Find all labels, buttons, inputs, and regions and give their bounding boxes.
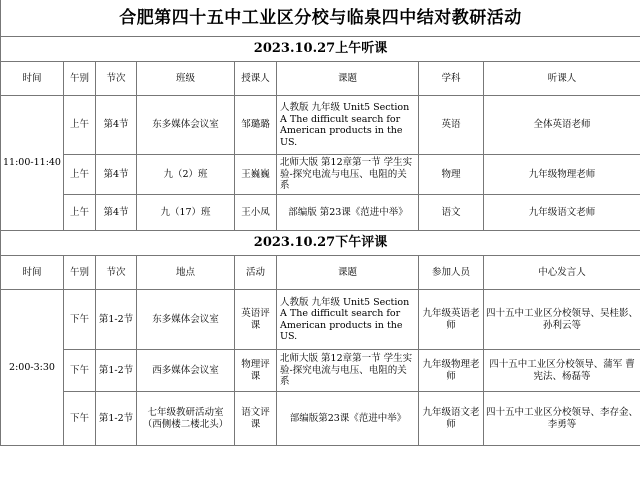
table-row (1, 195, 640, 231)
afternoon-header-row (1, 256, 640, 290)
header-subject: 学科 (419, 62, 484, 96)
participants-cell: 九年级物理老师 (419, 350, 484, 392)
afternoon-time-cell: 2:00-3:30 (1, 290, 64, 446)
speakers-cell: 四十五中工业区分校领导、蒲军 曹宪法、杨磊等 (484, 350, 640, 392)
location-cell: 七年级教研活动室（西侧楼二楼北头） (137, 392, 235, 446)
period-cell: 下午 (64, 392, 96, 446)
period-cell: 上午 (64, 195, 96, 231)
period-cell: 上午 (64, 96, 96, 155)
activity-cell: 物理评课 (235, 350, 277, 392)
topic-cell: 人教版 九年级 Unit5 Section A The difficult search for American products in the US. (277, 96, 419, 155)
header-topic: 课题 (277, 256, 419, 290)
speakers-cell: 四十五中工业区分校领导、李存金、李勇等 (484, 392, 640, 446)
subject-cell: 物理 (419, 155, 484, 195)
lesson-cell: 第4节 (96, 155, 137, 195)
table-row (1, 155, 640, 195)
header-location: 地点 (137, 256, 235, 290)
header-period: 午别 (64, 256, 96, 290)
activity-cell: 语文评课 (235, 392, 277, 446)
class-cell: 九（2）班 (137, 155, 235, 195)
activity-cell: 英语评课 (235, 290, 277, 350)
lesson-cell: 第1-2节 (96, 290, 137, 350)
topic-cell: 北师大版 第12章第一节 学生实验-探究电流与电压、电阻的关系 (277, 350, 419, 392)
header-teacher: 授课人 (235, 62, 277, 96)
header-class: 班级 (137, 62, 235, 96)
participants-cell: 九年级英语老师 (419, 290, 484, 350)
header-time: 时间 (1, 62, 64, 96)
audience-cell: 九年级物理老师 (484, 155, 640, 195)
speakers-cell: 四十五中工业区分校领导、吴桂影、孙利云等 (484, 290, 640, 350)
teacher-cell: 邹璐璐 (235, 96, 277, 155)
audience-cell: 全体英语老师 (484, 96, 640, 155)
topic-cell: 部编版第23课《范进中举》 (277, 392, 419, 446)
header-lesson: 节次 (96, 62, 137, 96)
participants-cell: 九年级语文老师 (419, 392, 484, 446)
header-lesson: 节次 (96, 256, 137, 290)
header-speakers: 中心发言人 (484, 256, 640, 290)
period-cell: 上午 (64, 155, 96, 195)
class-cell: 东多媒体会议室 (137, 96, 235, 155)
header-audience: 听课人 (484, 62, 640, 96)
period-cell: 下午 (64, 350, 96, 392)
morning-header-row (1, 62, 640, 96)
lesson-cell: 第4节 (96, 96, 137, 155)
header-topic: 课题 (277, 62, 419, 96)
lesson-cell: 第4节 (96, 195, 137, 231)
header-time: 时间 (1, 256, 64, 290)
page-title: 合肥第四十五中工业区分校与临泉四中结对教研活动 (1, 0, 640, 37)
topic-cell: 部编版 第23课《范进中举》 (277, 195, 419, 231)
location-cell: 西多媒体会议室 (137, 350, 235, 392)
table-row (1, 96, 640, 155)
header-activity: 活动 (235, 256, 277, 290)
subject-cell: 语文 (419, 195, 484, 231)
table-row (1, 290, 640, 350)
morning-section-heading: 2023.10.27上午听课 (1, 37, 640, 62)
topic-cell: 人教版 九年级 Unit5 Section A The difficult search for American products in the US. (277, 290, 419, 350)
location-cell: 东多媒体会议室 (137, 290, 235, 350)
morning-time-cell: 11:00-11:40 (1, 96, 64, 231)
table-row (1, 350, 640, 392)
class-cell: 九（17）班 (137, 195, 235, 231)
header-participants: 参加人员 (419, 256, 484, 290)
subject-cell: 英语 (419, 96, 484, 155)
teacher-cell: 王小凤 (235, 195, 277, 231)
teacher-cell: 王巍巍 (235, 155, 277, 195)
lesson-cell: 第1-2节 (96, 392, 137, 446)
table-row (1, 392, 640, 446)
afternoon-section-heading: 2023.10.27下午评课 (1, 231, 640, 256)
topic-cell: 北师大版 第12章第一节 学生实验-探究电流与电压、电阻的关系 (277, 155, 419, 195)
period-cell: 下午 (64, 290, 96, 350)
audience-cell: 九年级语文老师 (484, 195, 640, 231)
lesson-cell: 第1-2节 (96, 350, 137, 392)
header-period: 午别 (64, 62, 96, 96)
